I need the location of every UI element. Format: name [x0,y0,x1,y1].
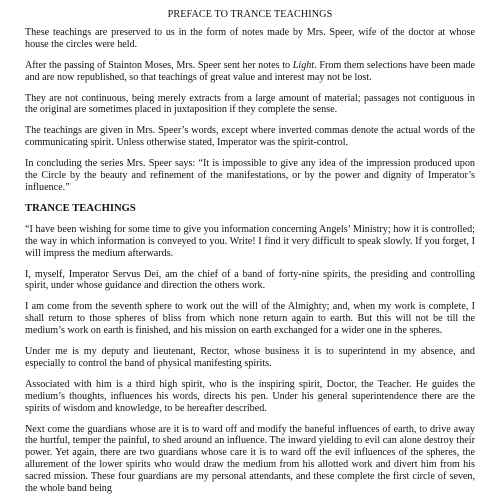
page-title: PREFACE TO TRANCE TEACHINGS [167,9,333,20]
teaching-paragraph-5: Associated with him is a third high spirit, who is the inspiring spirit, Doctor, the Teacher. He guides the medium’s thoughts, influences his words, directs his pen. Under his general superintendence there are the spirits of wisdom and knowledge, to be hereafter described. [25,378,475,414]
preface-paragraph-2-end: . From them selections have been made and are now republished, so that teachings of great value and interest may not be lost. [25,59,476,83]
preface-paragraph-2 [25,60,475,84]
teaching-paragraph-6: Next come the guardians whose are it is to ward off and modify the baneful influences of earth, to drive away the hurtful, temper the painful, to shed around an influence. The inward yielding to evil can alone destroy their power. Yet again, there are two guardians whose care it is to ward off the evil influences of the spheres, the allurement of the lower spirits who would draw the medium from his allotted work and divert him from his sacred mission. These four guardians are my personal attendants, and these complete the first circle of seven, the whole band being [25,423,475,495]
preface-paragraph-1: These teachings are preserved to us in the form of notes made by Mrs. Speer, wife of the doctor at whose house the circles were held. [25,26,475,50]
preface-paragraph-5: In concluding the series Mrs. Speer says: “It is impossible to give any idea of the impression produced upon the Circle by the beauty and refinement of the manifestations, or by the power and dignity of Imperator’s influence.” [25,158,475,193]
teaching-paragraph-1: “I have been wishing for some time to give you information concerning Angels’ Ministry; how it is controlled; the way in which information is conveyed to you. Write! I find it very difficult to speak slowly. If you forget, I will impress the medium afterwards. [25,223,475,259]
light-journal-title: Light [292,59,315,71]
teaching-paragraph-3: I am come from the seventh sphere to work out the will of the Almighty; and, when my work is complete, I shall return to those spheres of bliss from which none return again to earth. But this will not be till the medium’s work on earth is finished, and his mission on earth exchanged for a wider one in the spheres. [25,301,475,337]
preface-paragraph-3: They are not continuous, being merely extracts from a large amount of material; passages not contiguous in the original are sometimes placed in juxtaposition if they complete the sense. [25,92,475,116]
preface-paragraph-2-start: After the passing of Stainton Moses, Mrs. Speer sent her notes to [25,59,293,71]
preface-paragraph-4: The teachings are given in Mrs. Speer’s words, except where inverted commas denote the actual words of the communicating spirit. Unless otherwise stated, Imperator was the spirit-control. [25,125,475,149]
teaching-paragraph-2: I, myself, Imperator Servus Dei, am the chief of a band of forty-nine spirits, the presiding and controlling spirit, under whose guidance and direction the others work. [25,268,475,292]
teaching-paragraph-4: Under me is my deputy and lieutenant, Rector, whose business it is to superintend in my absence, and especially to control the band of physical manifesting spirits. [25,346,475,369]
section-heading: TRANCE TEACHINGS [25,202,136,214]
